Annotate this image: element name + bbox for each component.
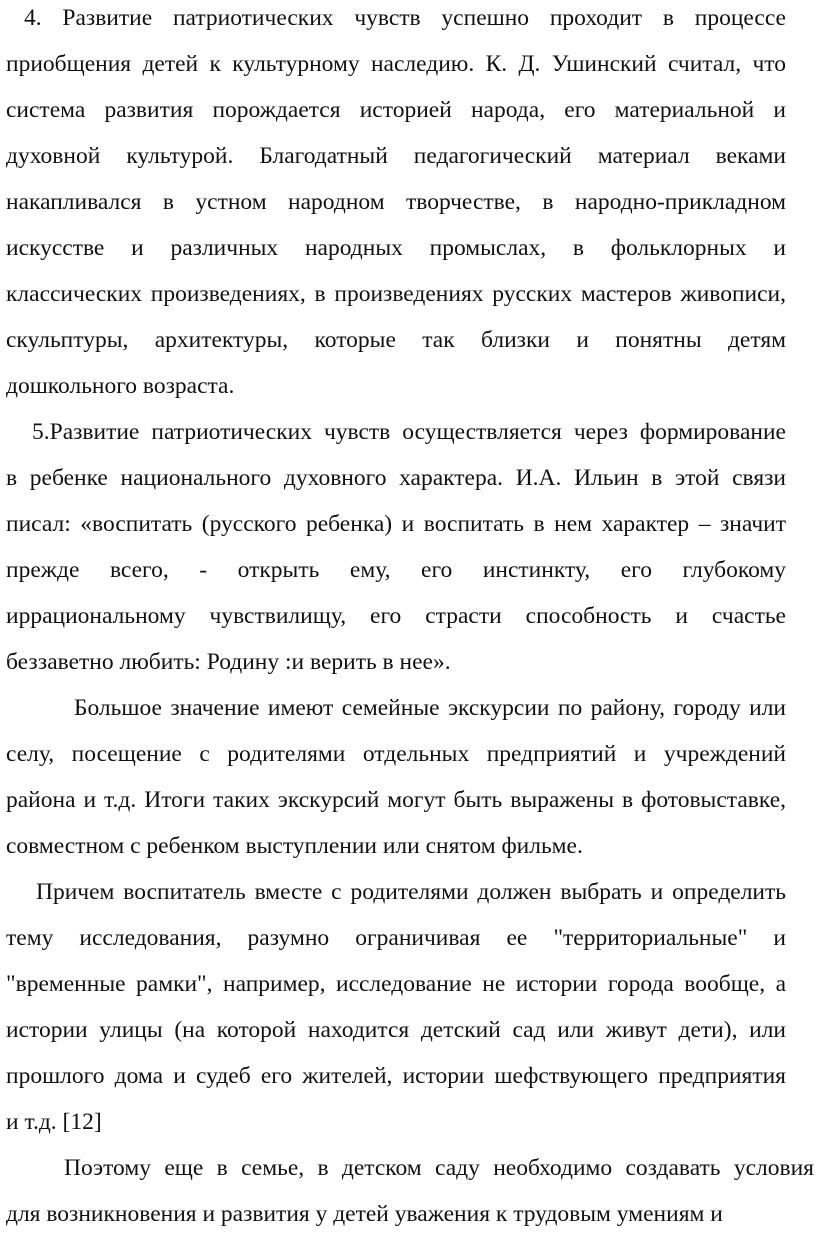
document-page xyxy=(6,0,814,1237)
text-line: истории улицы (на которой находится детский сад или живут дети), или xyxy=(6,1017,786,1043)
text-line: тему исследования, разумно ограничивая ее "территориальные" и xyxy=(6,925,786,951)
text-line: и т.д. [12] xyxy=(6,1109,102,1135)
text-line: селу, посещение с родителями отдельных предприятий и учреждений xyxy=(6,741,786,767)
text-line: писал: «воспитать (русского ребенка) и воспитать в нем характер – значит xyxy=(6,511,786,537)
text-line: 4. Развитие патриотических чувств успешно проходит в процессе xyxy=(24,5,786,31)
text-line: района и т.д. Итоги таких экскурсий могут быть выражены в фотовыставке, xyxy=(6,787,786,813)
paragraph-excursions xyxy=(6,685,786,869)
text-line: Причем воспитатель вместе с родителями должен выбрать и определить xyxy=(36,879,786,905)
text-line: дошкольного возраста. xyxy=(6,373,235,399)
paragraph-research-topic xyxy=(6,869,786,1145)
text-line: скульптуры, архитектуры, которые так близки и понятны детям xyxy=(6,327,786,353)
text-line: прошлого дома и судеб его жителей, истории шефствующего предприятия xyxy=(6,1063,786,1089)
paragraph-4 xyxy=(6,0,786,409)
text-line: 5.Развитие патриотических чувств осуществляется через формирование xyxy=(32,419,786,445)
text-line: прежде всего, - открыть ему, его инстинкту, его глубокому xyxy=(6,557,786,583)
paragraph-5 xyxy=(6,409,786,685)
text-line: Поэтому еще в семье, в детском саду необходимо создавать условия xyxy=(64,1155,814,1181)
text-line: "временные рамки", например, исследование не истории города вообще, а xyxy=(6,971,786,997)
text-line: классических произведениях, в произведениях русских мастеров живописи, xyxy=(6,281,786,307)
text-line: система развития порождается историей народа, его материальной и xyxy=(6,97,786,123)
text-line: для возникновения и развития у детей уважения к трудовым умениям и xyxy=(6,1201,723,1227)
text-line: иррациональному чувствилищу, его страсти способность и счастье xyxy=(6,603,786,629)
text-line: Большое значение имеют семейные экскурсии по району, городу или xyxy=(74,695,786,721)
paragraph-conditions xyxy=(6,1145,814,1237)
text-line: совместном с ребенком выступлении или снятом фильме. xyxy=(6,833,583,859)
text-line: искусстве и различных народных промыслах, в фольклорных и xyxy=(6,235,786,261)
text-line: беззаветно любить: Родину :и верить в нее». xyxy=(6,649,451,675)
text-line: накапливался в устном народном творчестве, в народно-прикладном xyxy=(6,189,786,215)
text-line: приобщения детей к культурному наследию. К. Д. Ушинский считал, что xyxy=(6,51,786,77)
text-line: в ребенке национального духовного характера. И.А. Ильин в этой связи xyxy=(6,465,786,491)
text-line: духовной культурой. Благодатный педагогический материал веками xyxy=(6,143,786,169)
